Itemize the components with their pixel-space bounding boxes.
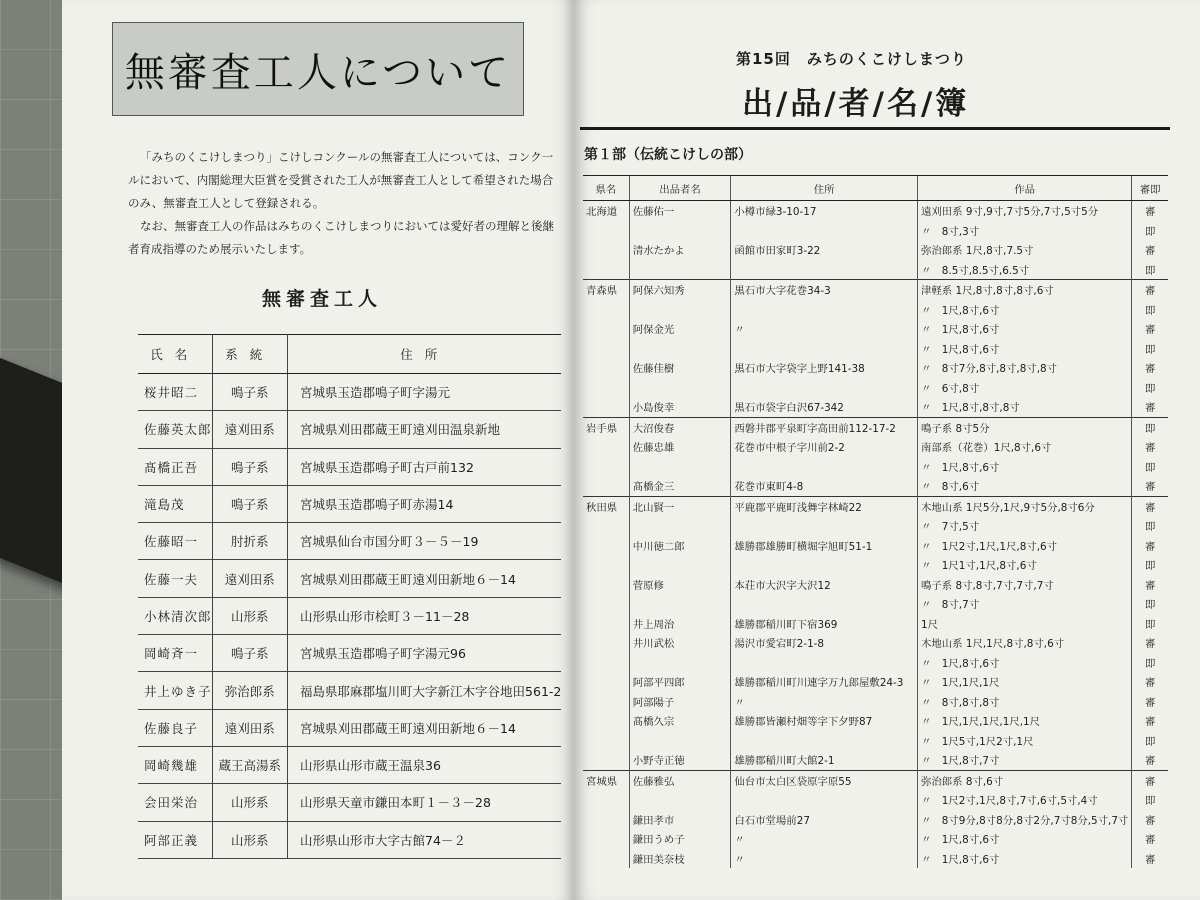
artisan-name: 会田栄治 [138, 784, 212, 821]
artisan-lineage: 鳴子系 [212, 374, 288, 411]
row-address: 雄勝郡稲川町川連字万九郎屋敷24-3 [731, 672, 918, 692]
row-exhibitor: 髙橋金三 [629, 476, 731, 496]
row-judging: 審 [1132, 201, 1168, 221]
row-works: 〃 1尺,8寸,8寸,8寸 [918, 397, 1132, 417]
row-judging: 即 [1132, 731, 1168, 751]
artisan-lineage: 山形系 [212, 784, 288, 821]
table-row [138, 448, 561, 485]
row-prefecture [583, 711, 629, 731]
artisan-lineage: 遠刈田系 [212, 709, 288, 746]
row-address: 平鹿郡平鹿町浅舞字林崎22 [731, 496, 918, 516]
artisan-name: 阿部正義 [138, 821, 212, 858]
row-address: 雄勝郡稲川町大館2-1 [731, 750, 918, 770]
artisan-name: 佐藤昭一 [138, 523, 212, 560]
col-header-exhibitor: 出品者名 [629, 176, 731, 201]
col-header-judging: 審即 [1132, 176, 1168, 201]
row-prefecture [583, 457, 629, 477]
artisan-name: 岡崎幾雄 [138, 746, 212, 783]
row-address: 本荘市大沢字大沢12 [731, 575, 918, 595]
row-works: 〃 6寸,8寸 [918, 378, 1132, 398]
row-address [731, 516, 918, 536]
row-exhibitor: 阿部平四郎 [629, 672, 731, 692]
artisan-address: 宮城県玉造郡鳴子町字湯元 [288, 374, 562, 411]
row-address: 函館市田家町3-22 [731, 240, 918, 260]
row-judging: 審 [1132, 692, 1168, 712]
row-address: 雄勝郡雄勝町横堀字旭町51-1 [731, 536, 918, 556]
row-works: 〃 1尺5寸,1尺2寸,1尺 [918, 731, 1132, 751]
row-address: 西磐井郡平泉町字高田前112-17-2 [731, 417, 918, 437]
row-prefecture [583, 300, 629, 320]
row-works: 〃 8寸9分,8寸8分,8寸2分,7寸8分,5寸,7寸 [918, 810, 1132, 830]
table-row [583, 417, 1168, 437]
row-address [731, 260, 918, 280]
row-judging: 審 [1132, 770, 1168, 790]
row-exhibitor: 鎌田美奈枝 [629, 849, 731, 869]
table-row [583, 633, 1168, 653]
row-works: 〃 1尺,1尺,1尺,1尺,1尺 [918, 711, 1132, 731]
row-address: 花巻市中根子字川前2-2 [731, 437, 918, 457]
row-works: 〃 1尺,8寸,7寸 [918, 750, 1132, 770]
table-row [583, 457, 1168, 477]
row-prefecture [583, 731, 629, 751]
row-address: 〃 [731, 319, 918, 339]
intro-line: 者育成指導のため展示いたします。 [128, 242, 312, 256]
row-works: 弥治郎系 1尺,8寸,7.5寸 [918, 240, 1132, 260]
table-row [583, 378, 1168, 398]
intro-line: 「みちのくこけしまつり」こけしコンクールの無審査工人については、コンク一 [140, 150, 554, 164]
artisan-name: 佐藤一夫 [138, 560, 212, 597]
row-exhibitor: 鎌田孝市 [629, 810, 731, 830]
row-address: 黒石市大字花巻34-3 [731, 280, 918, 300]
row-address [731, 790, 918, 810]
artisan-address: 福島県耶麻郡塩川町大字新江木字谷地田561-2 [288, 672, 562, 709]
table-row [583, 731, 1168, 751]
row-exhibitor: 佐藤佑一 [629, 201, 731, 221]
intro-line: なお、無審査工人の作品はみちのくこけしまつりにおいては愛好者の理解と後継 [140, 219, 554, 233]
row-prefecture [583, 849, 629, 869]
table-row [583, 692, 1168, 712]
row-works: 〃 7寸,5寸 [918, 516, 1132, 536]
row-works: 〃 8.5寸,8.5寸,6.5寸 [918, 260, 1132, 280]
row-works: 鳴子系 8寸5分 [918, 417, 1132, 437]
row-exhibitor [629, 653, 731, 673]
row-prefecture: 青森県 [583, 280, 629, 300]
row-works: 〃 1尺2寸,1尺,1尺,8寸,6寸 [918, 536, 1132, 556]
row-judging: 審 [1132, 849, 1168, 869]
table-row [138, 411, 561, 448]
table-row [138, 523, 561, 560]
row-prefecture [583, 653, 629, 673]
row-judging: 審 [1132, 240, 1168, 260]
row-address: 〃 [731, 849, 918, 869]
table-row [138, 635, 561, 672]
row-prefecture [583, 594, 629, 614]
row-prefecture: 宮城県 [583, 770, 629, 790]
row-judging: 即 [1132, 378, 1168, 398]
row-judging: 審 [1132, 358, 1168, 378]
row-judging: 審 [1132, 711, 1168, 731]
artisan-lineage: 鳴子系 [212, 448, 288, 485]
row-prefecture [583, 810, 629, 830]
row-judging: 審 [1132, 397, 1168, 417]
table-row [583, 516, 1168, 536]
table-row [583, 496, 1168, 516]
table-row [583, 810, 1168, 830]
artisan-address: 宮城県玉造郡鳴子町赤湯14 [288, 485, 562, 522]
row-works: 〃 8寸,3寸 [918, 221, 1132, 241]
row-works: 〃 1尺,8寸,6寸 [918, 319, 1132, 339]
row-address: 雄勝郡稲川町下宿369 [731, 614, 918, 634]
intro-line: ルにおいて、内閣総理大臣賞を受賞された工人が無審査工人として希望された場合 [128, 173, 554, 187]
row-judging: 審 [1132, 437, 1168, 457]
row-judging: 即 [1132, 555, 1168, 575]
row-address [731, 555, 918, 575]
row-address: 湯沢市愛宕町2-1-8 [731, 633, 918, 653]
col-header-address: 住所 [731, 176, 918, 201]
row-prefecture [583, 633, 629, 653]
row-works: 南部系（花巻）1尺,8寸,6寸 [918, 437, 1132, 457]
artisan-lineage: 遠刈田系 [212, 411, 288, 448]
row-judging: 審 [1132, 575, 1168, 595]
row-prefecture [583, 476, 629, 496]
row-prefecture: 岩手県 [583, 417, 629, 437]
col-header-prefecture: 県名 [583, 176, 629, 201]
row-works: 〃 8寸,6寸 [918, 476, 1132, 496]
row-exhibitor [629, 339, 731, 359]
row-address: 白石市堂場前27 [731, 810, 918, 830]
table-row [583, 575, 1168, 595]
row-exhibitor: 佐藤忠雄 [629, 437, 731, 457]
row-prefecture [583, 790, 629, 810]
row-prefecture [583, 397, 629, 417]
table-row [583, 849, 1168, 869]
row-works: 1尺 [918, 614, 1132, 634]
row-judging: 審 [1132, 810, 1168, 830]
row-judging: 審 [1132, 829, 1168, 849]
row-judging: 審 [1132, 496, 1168, 516]
table-row [583, 653, 1168, 673]
row-exhibitor: 佐藤佳樹 [629, 358, 731, 378]
row-exhibitor: 菅原修 [629, 575, 731, 595]
artisan-address: 山形県山形市大字古館74－２ [288, 821, 562, 858]
row-prefecture [583, 240, 629, 260]
intro-text [128, 146, 568, 261]
col-header-works: 作品 [918, 176, 1132, 201]
row-address: 〃 [731, 692, 918, 712]
left-subtitle: 無審査工人 [262, 288, 383, 310]
row-works: 〃 1尺,8寸,6寸 [918, 300, 1132, 320]
row-judging: 審 [1132, 672, 1168, 692]
artisan-name: 井上ゆき子 [138, 672, 212, 709]
row-works: 木地山系 1尺5分,1尺,9寸5分,8寸6分 [918, 496, 1132, 516]
row-exhibitor: 阿保金光 [629, 319, 731, 339]
row-address [731, 221, 918, 241]
table-row [583, 672, 1168, 692]
row-exhibitor: 清水たかよ [629, 240, 731, 260]
row-works: 〃 1尺,8寸,6寸 [918, 457, 1132, 477]
row-exhibitor: 中川徳二郎 [629, 536, 731, 556]
table-row [138, 485, 561, 522]
table-row [583, 711, 1168, 731]
table-row [138, 597, 561, 634]
row-works: 〃 8寸,7寸 [918, 594, 1132, 614]
artisan-lineage: 山形系 [212, 597, 288, 634]
table-row [583, 319, 1168, 339]
artisan-lineage: 山形系 [212, 821, 288, 858]
row-prefecture [583, 750, 629, 770]
row-judging: 即 [1132, 457, 1168, 477]
row-judging: 即 [1132, 260, 1168, 280]
row-exhibitor [629, 221, 731, 241]
artisan-lineage: 遠刈田系 [212, 560, 288, 597]
artisan-lineage: 鳴子系 [212, 635, 288, 672]
artisan-lineage: 鳴子系 [212, 485, 288, 522]
row-prefecture [583, 221, 629, 241]
row-judging: 審 [1132, 319, 1168, 339]
row-prefecture [583, 555, 629, 575]
row-works: 弥治郎系 8寸,6寸 [918, 770, 1132, 790]
register-title: 出/品/者/名/簿 [742, 86, 970, 122]
artisan-name: 佐藤良子 [138, 709, 212, 746]
row-address: 仙台市太白区袋原字原55 [731, 770, 918, 790]
table-row [138, 784, 561, 821]
table-row [583, 300, 1168, 320]
row-address [731, 300, 918, 320]
row-judging: 即 [1132, 790, 1168, 810]
row-judging: 審 [1132, 633, 1168, 653]
table-row [138, 746, 561, 783]
row-judging: 即 [1132, 614, 1168, 634]
table-row [138, 672, 561, 709]
row-exhibitor [629, 457, 731, 477]
left-banner [112, 22, 524, 116]
row-exhibitor [629, 516, 731, 536]
row-prefecture [583, 378, 629, 398]
table-row [138, 709, 561, 746]
artisan-name: 髙橋正吾 [138, 448, 212, 485]
table-row [138, 560, 561, 597]
row-works: 鳴子系 8寸,8寸,7寸,7寸,7寸 [918, 575, 1132, 595]
table-row [583, 829, 1168, 849]
row-works: 木地山系 1尺,1尺,8寸,8寸,6寸 [918, 633, 1132, 653]
table-row [138, 374, 561, 411]
artisan-lineage: 弥治郎系 [212, 672, 288, 709]
artisan-address: 宮城県刈田郡蔵王町遠刈田新地６－14 [288, 560, 562, 597]
table-row [583, 750, 1168, 770]
row-prefecture [583, 829, 629, 849]
row-exhibitor [629, 555, 731, 575]
section-title: 第１部（伝統こけしの部） [584, 147, 752, 163]
row-judging: 即 [1132, 339, 1168, 359]
table-row [583, 240, 1168, 260]
row-judging: 即 [1132, 221, 1168, 241]
row-judging: 即 [1132, 417, 1168, 437]
row-works: 〃 8寸7分,8寸,8寸,8寸,8寸 [918, 358, 1132, 378]
row-exhibitor [629, 594, 731, 614]
left-banner-title: 無審査工人について [124, 49, 512, 96]
row-prefecture [583, 575, 629, 595]
row-prefecture [583, 358, 629, 378]
table-row [583, 536, 1168, 556]
table-row [583, 280, 1168, 300]
row-address: 雄勝郡皆瀬村畑等字下夕野87 [731, 711, 918, 731]
row-prefecture [583, 536, 629, 556]
row-exhibitor: 佐藤雅弘 [629, 770, 731, 790]
row-address: 小樽市緑3-10-17 [731, 201, 918, 221]
row-prefecture [583, 319, 629, 339]
col-header-address: 住所 [288, 335, 562, 374]
row-prefecture [583, 339, 629, 359]
row-address: 黒石市袋字白沢67-342 [731, 397, 918, 417]
row-judging: 審 [1132, 750, 1168, 770]
row-judging: 審 [1132, 280, 1168, 300]
row-exhibitor: 井川武松 [629, 633, 731, 653]
row-exhibitor: 大沼俊春 [629, 417, 731, 437]
row-judging: 即 [1132, 594, 1168, 614]
artisan-address: 宮城県玉造郡鳴子町字湯元96 [288, 635, 562, 672]
table-row [583, 555, 1168, 575]
row-address: 黒石市大字袋字上野141-38 [731, 358, 918, 378]
row-judging: 審 [1132, 476, 1168, 496]
row-judging: 即 [1132, 516, 1168, 536]
table-row [583, 339, 1168, 359]
artisan-address: 山形県山形市蔵王温泉36 [288, 746, 562, 783]
artisan-name: 滝島茂 [138, 485, 212, 522]
row-address [731, 731, 918, 751]
artisan-address: 宮城県刈田郡蔵王町遠刈田温泉新地 [288, 411, 562, 448]
row-exhibitor: 小野寺正徳 [629, 750, 731, 770]
row-exhibitor: 井上周治 [629, 614, 731, 634]
row-exhibitor [629, 790, 731, 810]
row-exhibitor: 阿保六知秀 [629, 280, 731, 300]
row-address [731, 594, 918, 614]
row-works: 〃 1尺,8寸,6寸 [918, 339, 1132, 359]
row-prefecture [583, 516, 629, 536]
row-exhibitor [629, 300, 731, 320]
table-row [583, 358, 1168, 378]
artisan-name: 小林清次郎 [138, 597, 212, 634]
row-exhibitor [629, 731, 731, 751]
row-prefecture: 秋田県 [583, 496, 629, 516]
table-row [583, 260, 1168, 280]
artisan-name: 佐藤英太郎 [138, 411, 212, 448]
row-prefecture: 北海道 [583, 201, 629, 221]
row-exhibitor: 小島俊幸 [629, 397, 731, 417]
row-works: 〃 1尺1寸,1尺,8寸,6寸 [918, 555, 1132, 575]
artisan-address: 宮城県仙台市国分町３－５－19 [288, 523, 562, 560]
row-works: 〃 8寸,8寸,8寸 [918, 692, 1132, 712]
row-works: 津軽系 1尺,8寸,8寸,8寸,6寸 [918, 280, 1132, 300]
artisan-address: 山形県山形市桧町３－11－28 [288, 597, 562, 634]
row-exhibitor: 阿部陽子 [629, 692, 731, 712]
row-exhibitor: 北山賢一 [629, 496, 731, 516]
table-row [583, 614, 1168, 634]
row-address: 花巻市東町4-8 [731, 476, 918, 496]
artisan-name: 桜井昭二 [138, 374, 212, 411]
row-exhibitor: 鎌田うめ子 [629, 829, 731, 849]
row-address [731, 378, 918, 398]
event-heading: 第15回 みちのくこけしまつり [736, 50, 967, 68]
row-works: 〃 1尺2寸,1尺,8寸,7寸,6寸,5寸,4寸 [918, 790, 1132, 810]
col-header-name: 氏名 [138, 335, 212, 374]
row-address [731, 457, 918, 477]
row-prefecture [583, 672, 629, 692]
table-row [583, 201, 1168, 221]
title-rule [580, 127, 1170, 130]
row-works: 〃 1尺,8寸,6寸 [918, 829, 1132, 849]
row-judging: 即 [1132, 300, 1168, 320]
table-row [583, 437, 1168, 457]
row-exhibitor [629, 378, 731, 398]
row-judging: 即 [1132, 653, 1168, 673]
exempt-artisans-table [138, 334, 561, 859]
row-works: 〃 1尺,8寸,6寸 [918, 849, 1132, 869]
row-works: 〃 1尺,8寸,6寸 [918, 653, 1132, 673]
row-judging: 審 [1132, 536, 1168, 556]
col-header-lineage: 系統 [212, 335, 288, 374]
row-prefecture [583, 614, 629, 634]
artisan-name: 岡崎斉一 [138, 635, 212, 672]
row-prefecture [583, 692, 629, 712]
table-row [583, 770, 1168, 790]
table-row [583, 594, 1168, 614]
row-works: 遠刈田系 9寸,9寸,7寸5分,7寸,5寸5分 [918, 201, 1132, 221]
table-row [583, 221, 1168, 241]
artisan-lineage: 肘折系 [212, 523, 288, 560]
row-address: 〃 [731, 829, 918, 849]
artisan-address: 宮城県刈田郡蔵王町遠刈田新地６－14 [288, 709, 562, 746]
row-address [731, 339, 918, 359]
table-row [583, 397, 1168, 417]
table-row [583, 790, 1168, 810]
intro-line: のみ、無審査工人として登録される。 [128, 196, 325, 210]
artisan-address: 山形県天童市鎌田本町１－３－28 [288, 784, 562, 821]
artisan-lineage: 蔵王高湯系 [212, 746, 288, 783]
artisan-address: 宮城県玉造郡鳴子町古戸前132 [288, 448, 562, 485]
row-exhibitor: 髙橋久宗 [629, 711, 731, 731]
row-prefecture [583, 437, 629, 457]
row-prefecture [583, 260, 629, 280]
row-address [731, 653, 918, 673]
row-exhibitor [629, 260, 731, 280]
exhibitor-table [583, 175, 1168, 868]
table-row [583, 476, 1168, 496]
row-works: 〃 1尺,1尺,1尺 [918, 672, 1132, 692]
table-row [138, 821, 561, 858]
